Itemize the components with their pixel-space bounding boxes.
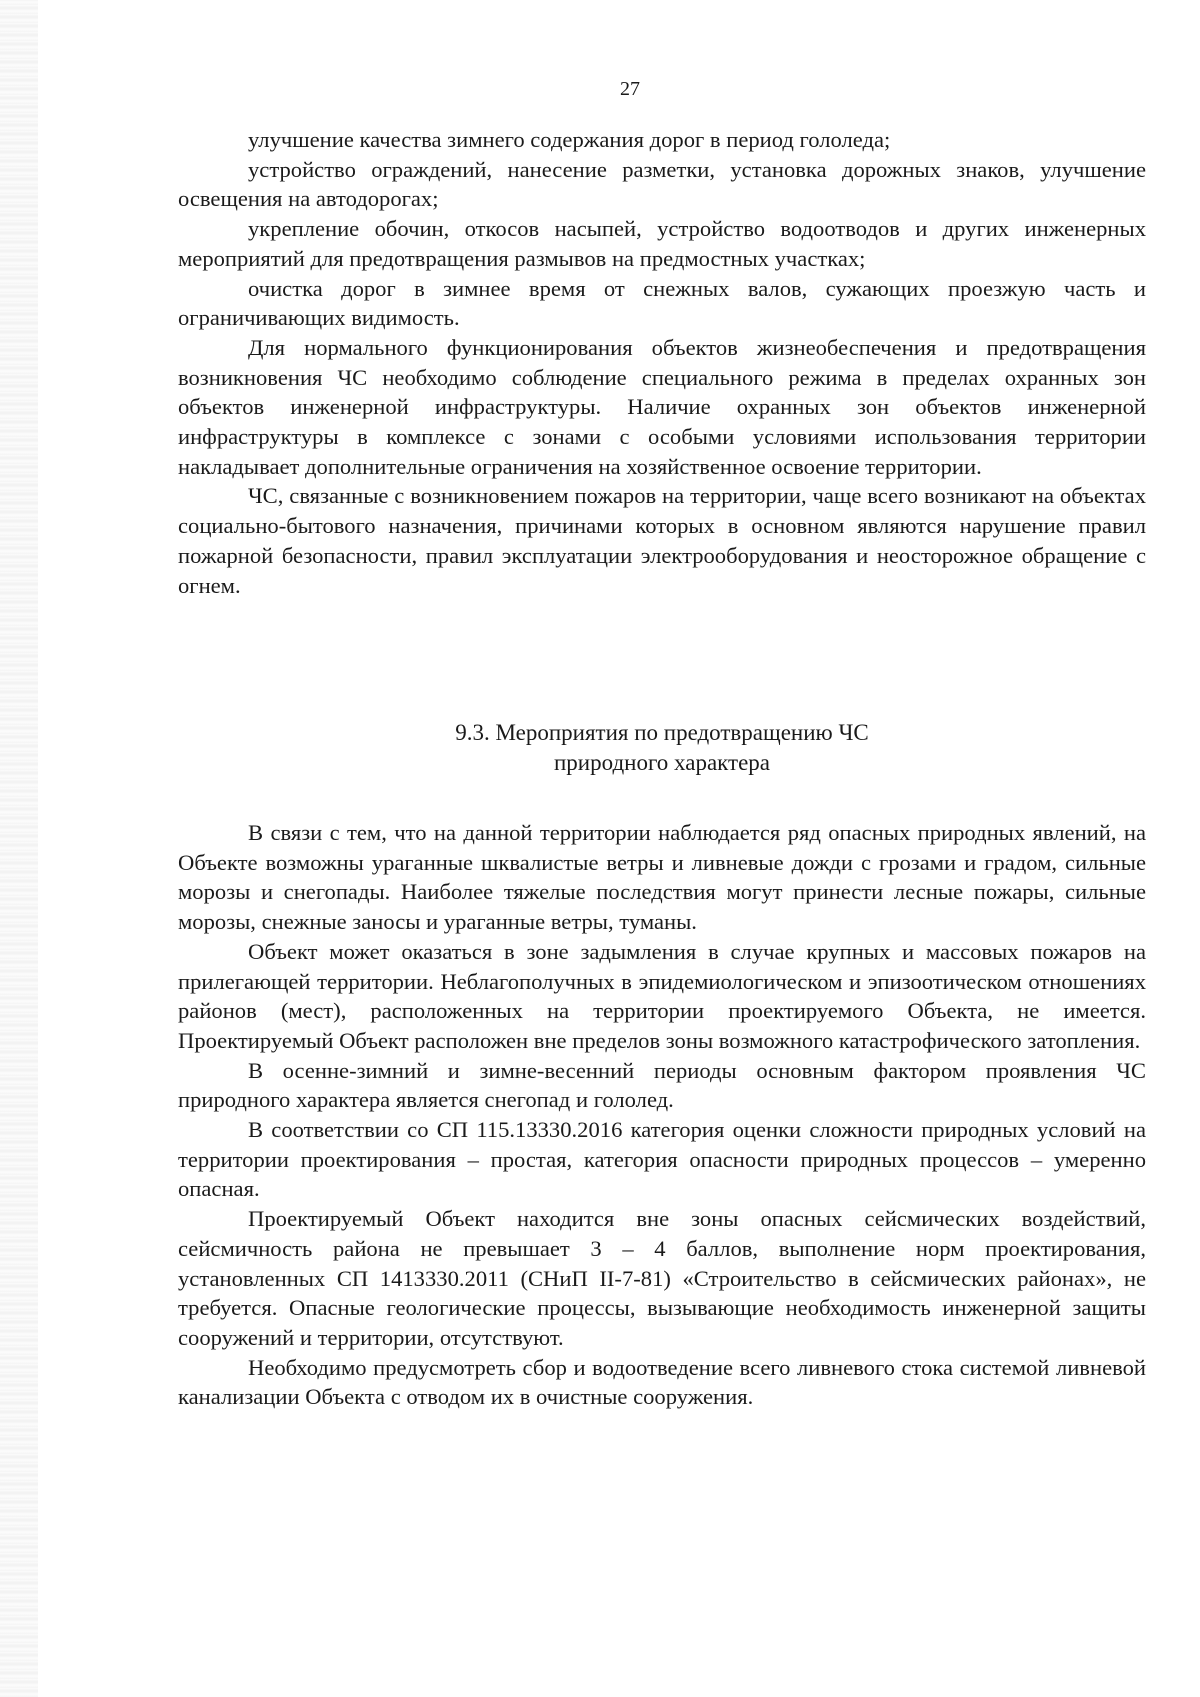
paragraph: В связи с тем, что на данной территории наблюдается ряд опасных природных явлений, на Объекте возможны ураганные шквалистые ветры и ливневые дожди с грозами и градом, сильные морозы и снегопады. Наиболее тяжелые последствия могут принести лесные пожары, сильные морозы, снежные заносы и ураганные ветры, туманы. <box>178 820 1146 935</box>
paragraph: Объект может оказаться в зоне задымления в случае крупных и массовых пожаров на прилегающей территории. Неблагополучных в эпидемиологическом и эпизоотическом отношениях районов (мест), расположенных на территории проектируемого Объекта, не имеется. Проектируемый Объект расположен вне пределов зоны возможного катастрофического затопления. <box>178 938 1146 1053</box>
paragraph: В соответствии со СП 115.13330.2016 категория оценки сложности природных условий на территории проектирования – простая, категория опасности природных процессов – умеренно опасная. <box>178 1117 1146 1202</box>
paragraph: устройство ограждений, нанесение разметки, установка дорожных знаков, улучшение освещения на автодорогах; <box>178 156 1146 212</box>
page-number: 27 <box>620 78 640 100</box>
section-heading <box>178 718 1146 778</box>
section-title-line-1: 9.3. Мероприятия по предотвращению ЧС <box>455 720 869 745</box>
paragraph: очистка дорог в зимнее время от снежных валов, сужающих проезжую часть и ограничивающих видимость. <box>178 275 1146 331</box>
scan-edge <box>0 0 38 1697</box>
section-title-line-2: природного характера <box>553 750 771 775</box>
text-block-road-measures <box>178 125 1146 600</box>
paragraph: улучшение качества зимнего содержания дорог в период гололеда; <box>248 127 891 152</box>
paragraph: укрепление обочин, откосов насыпей, устройство водоотводов и других инженерных мероприятий для предотвращения размывов на предмостных участках; <box>178 216 1146 271</box>
paragraph: ЧС, связанные с возникновением пожаров на территории, чаще всего возникают на объектах социально-бытового назначения, причинами которых в основном являются нарушение правил пожарной безопасности, правил эксплуатации электрооборудования и неосторожное обращение с огнем. <box>178 483 1146 598</box>
paragraph: Для нормального функционирования объектов жизнеобеспечения и предотвращения возникновения ЧС необходимо соблюдение специального режима в пределах охранных зон объектов инженерной инфраструктуры. Наличие охранных зон объектов инженерной инфраструктуры в комплексе с зонами с особыми условиями использования территории накладывает дополнительные ограничения на хозяйственное освоение территории. <box>178 334 1146 479</box>
paragraph: Проектируемый Объект находится вне зоны опасных сейсмических воздействий, сейсмичность района не превышает 3 – 4 баллов, выполнение норм проектирования, установленных СП 1413330.2011 (СНиП II-7-81) «Строительство в сейсмических районах», не требуется. Опасные геологические процессы, вызывающие необходимость инженерной защиты сооружений и территории, отсутствуют. <box>178 1206 1146 1350</box>
text-block-natural-emergencies <box>178 818 1146 1412</box>
paragraph: Необходимо предусмотреть сбор и водоотведение всего ливневого стока системой ливневой канализации Объекта с отводом их в очистные сооружения. <box>178 1354 1146 1410</box>
paragraph: В осенне-зимний и зимне-весенний периоды основным фактором проявления ЧС природного характера является снегопад и гололед. <box>178 1057 1146 1113</box>
